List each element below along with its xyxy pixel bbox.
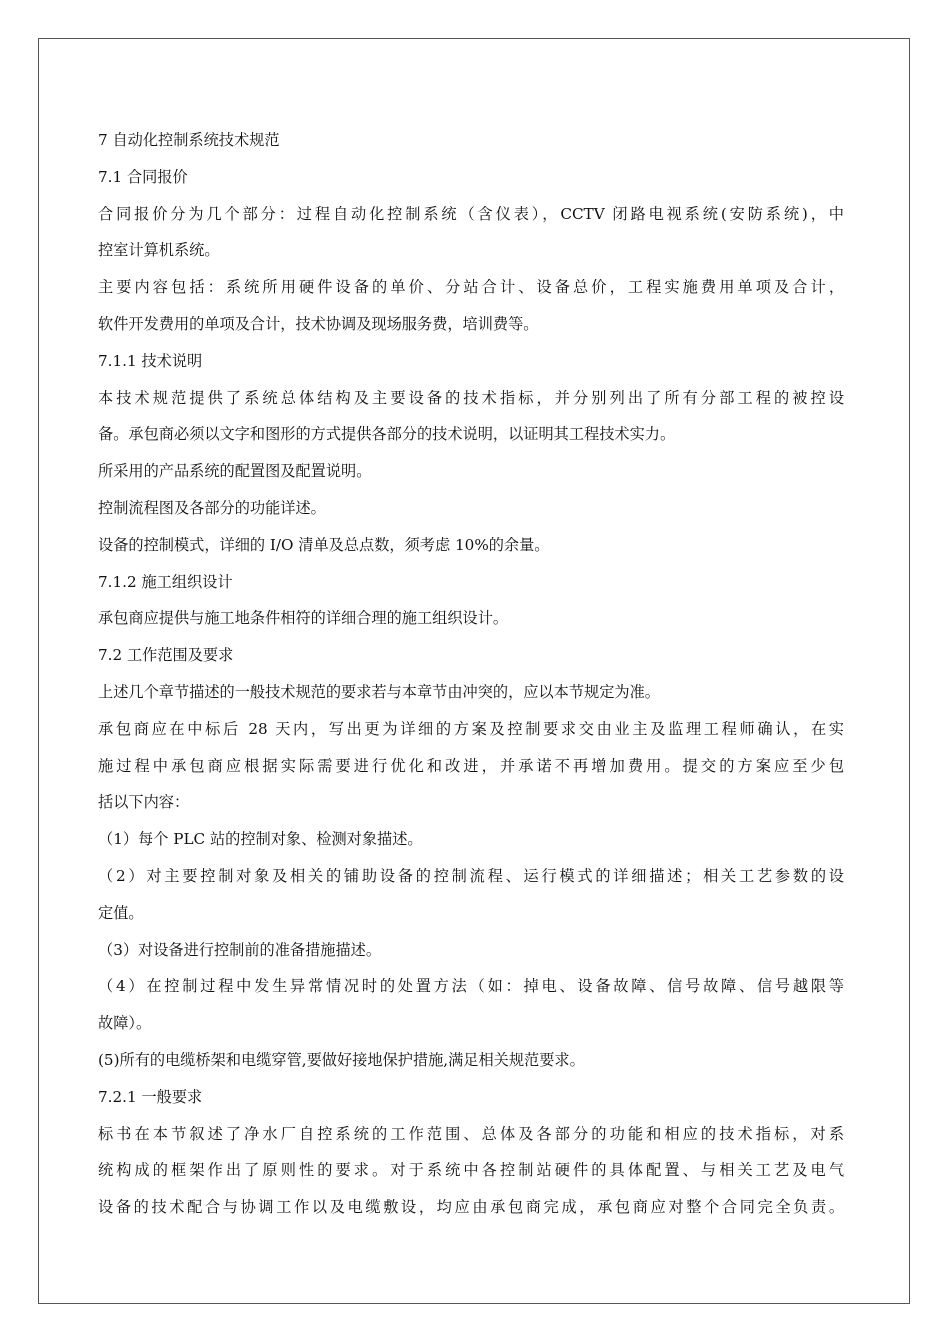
text-line: 括以下内容： bbox=[98, 793, 190, 812]
paragraph-quote-parts bbox=[98, 196, 844, 270]
paragraph-construction: 承包商应提供与施工地条件相符的详细合理的施工组织设计。 bbox=[98, 609, 509, 628]
list-item-3: （3）对设备进行控制前的准备措施描述。 bbox=[98, 940, 382, 959]
text-line: 定值。 bbox=[98, 903, 144, 922]
paragraph-flow: 控制流程图及各部分的功能详述。 bbox=[98, 498, 326, 517]
text-line: 标书在本节叙述了净水厂自控系统的工作范围、总体及各部分的功能和相应的技术指标，对系 bbox=[98, 1124, 844, 1143]
section-heading-7-1-2: 7.1.2 施工组织设计 bbox=[98, 572, 233, 591]
paragraph-spec-intro bbox=[98, 380, 844, 454]
document-body bbox=[98, 122, 844, 1226]
paragraph-config: 所采用的产品系统的配置图及配置说明。 bbox=[98, 462, 372, 481]
list-item-2 bbox=[98, 858, 844, 932]
text-line: （4）在控制过程中发生异常情况时的处置方法（如：掉电、设备故障、信号故障、信号越限等 bbox=[98, 977, 844, 996]
text-line: 备。承包商必须以文字和图形的方式提供各部分的技术说明，以证明其工程技术实力。 bbox=[98, 425, 676, 444]
text-line: 施过程中承包商应根据实际需要进行优化和改进，并承诺不再增加费用。提交的方案应至少包 bbox=[98, 756, 844, 775]
list-item-4 bbox=[98, 968, 844, 1042]
text-line: 设备的技术配合与协调工作以及电缆敷设，均应由承包商完成，承包商应对整个合同完全负责。 bbox=[98, 1198, 844, 1217]
text-line: 承包商应在中标后 28 天内，写出更为详细的方案及控制要求交由业主及监理工程师确认，在实 bbox=[98, 719, 844, 738]
text-line: 控室计算机系统。 bbox=[98, 241, 220, 260]
list-item-5: (5)所有的电缆桥架和电缆穿管,要做好接地保护措施,满足相关规范要求。 bbox=[98, 1050, 585, 1069]
paragraph-io: 设备的控制模式，详细的 I/O 清单及总点数，须考虑 10%的余量。 bbox=[98, 535, 550, 554]
text-line: 合同报价分为几个部分：过程自动化控制系统（含仪表），CCTV 闭路电视系统(安防系统)，中 bbox=[98, 204, 844, 223]
paragraph-28-days bbox=[98, 711, 844, 821]
list-item-1: （1）每个 PLC 站的控制对象、检测对象描述。 bbox=[98, 830, 423, 849]
text-line: 本技术规范提供了系统总体结构及主要设备的技术指标，并分别列出了所有分部工程的被控设 bbox=[98, 388, 844, 407]
text-line: （2）对主要控制对象及相关的铺助设备的控制流程、运行模式的详细描述；相关工艺参数的设 bbox=[98, 866, 844, 885]
paragraph-conflict: 上述几个章节描述的一般技术规范的要求若与本章节由冲突的，应以本节规定为准。 bbox=[98, 682, 660, 701]
section-heading-7-2-1: 7.2.1 一般要求 bbox=[98, 1087, 203, 1106]
section-heading-7-2: 7.2 工作范围及要求 bbox=[98, 646, 234, 665]
paragraph-general bbox=[98, 1116, 844, 1226]
paragraph-main-content bbox=[98, 269, 844, 343]
text-line: 软件开发费用的单项及合计，技术协调及现场服务费，培训费等。 bbox=[98, 314, 539, 333]
text-line: 故障）。 bbox=[98, 1014, 152, 1033]
section-heading-7-1: 7.1 合同报价 bbox=[98, 167, 188, 186]
section-heading-7-1-1: 7.1.1 技术说明 bbox=[98, 351, 203, 370]
text-line: 统构成的框架作出了原则性的要求。对于系统中各控制站硬件的具体配置、与相关工艺及电气 bbox=[98, 1161, 844, 1180]
section-heading-7: 7 自动化控制系统技术规范 bbox=[98, 131, 280, 149]
text-line: 主要内容包括：系统所用硬件设备的单价、分站合计、设备总价，工程实施费用单项及合计， bbox=[98, 278, 844, 297]
